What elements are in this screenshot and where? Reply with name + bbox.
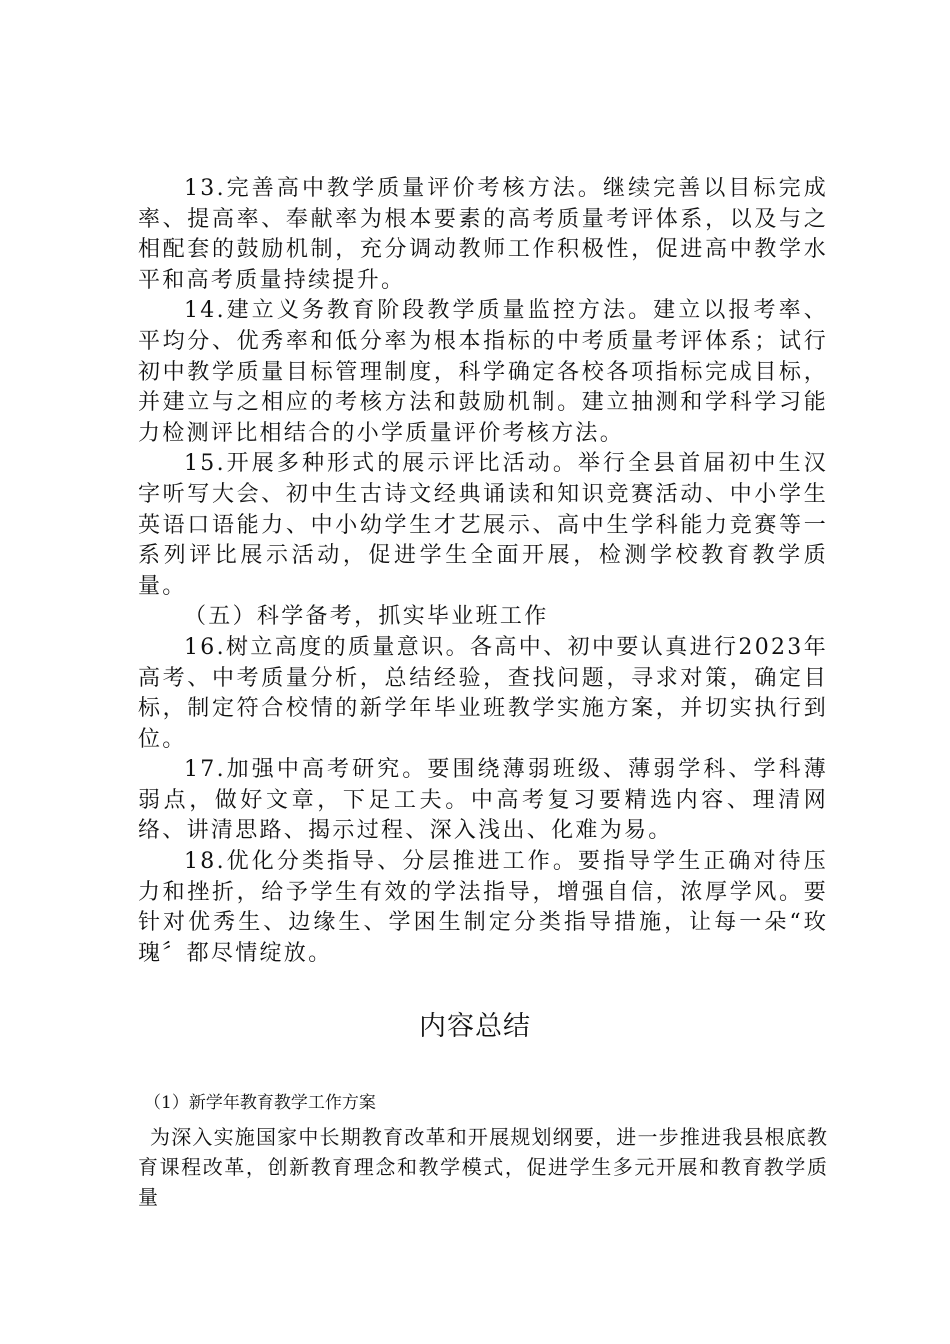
paragraph-14: 14.建立义务教育阶段教学质量监控方法。建立以报考率、平均分、优秀率和低分率为根本指标的中考质量考评体系；试行初中教学质量目标管理制度，科学确定各校各项指标完成目标，并建立与之相应的考核方法和鼓励机制。建立抽测和学科学习能力检测评比相结合的小学质量评价考核方法。	[138, 298, 828, 446]
summary-title: 内容总结	[419, 1011, 531, 1042]
paragraph-15: 15.开展多种形式的展示评比活动。举行全县首届初中生汉字听写大会、初中生古诗文经典诵读和知识竞赛活动、中小学生英语口语能力、中小幼学生才艺展示、高中生学科能力竞赛等一系列评比展示活动，促进学生全面开展，检测学校教育教学质量。	[138, 451, 828, 599]
summary-subtitle: （1）新学年教育教学工作方案	[144, 1093, 376, 1113]
summary-text: 为深入实施国家中长期教育改革和开展规划纲要，进一步推进我县根底教育课程改革，创新教育理念和教学模式，促进学生多元开展和教育教学质量	[138, 1125, 828, 1209]
paragraph-18: 18.优化分类指导、分层推进工作。要指导学生正确对待压力和挫折，给予学生有效的学法指导，增强自信，浓厚学风。要针对优秀生、边缘生、学困生制定分类指导措施，让每一朵“玫瑰〞都尽情绽放。	[138, 849, 828, 966]
paragraph-16: 16.树立高度的质量意识。各高中、初中要认真进行2023年高考、中考质量分析，总结经验，查找问题，寻求对策，确定目标，制定符合校情的新学年毕业班教学实施方案，并切实执行到位。	[138, 634, 828, 752]
paragraph-13: 13.完善高中教学质量评价考核方法。继续完善以目标完成率、提高率、奉献率为根本要素的高考质量考评体系，以及与之相配套的鼓励机制，充分调动教师工作积极性，促进高中教学水平和高考质量持续提升。	[138, 176, 828, 293]
paragraph-17: 17.加强中高考研究。要围绕薄弱班级、薄弱学科、学科薄弱点，做好文章，下足工夫。中高考复习要精选内容、理清网络、讲清思路、揭示过程、深入浅出、化难为易。	[138, 757, 828, 844]
summary-block	[138, 1091, 828, 1212]
section-heading-5: （五）科学备考，抓实毕业班工作	[184, 604, 549, 630]
document-body	[138, 174, 828, 969]
